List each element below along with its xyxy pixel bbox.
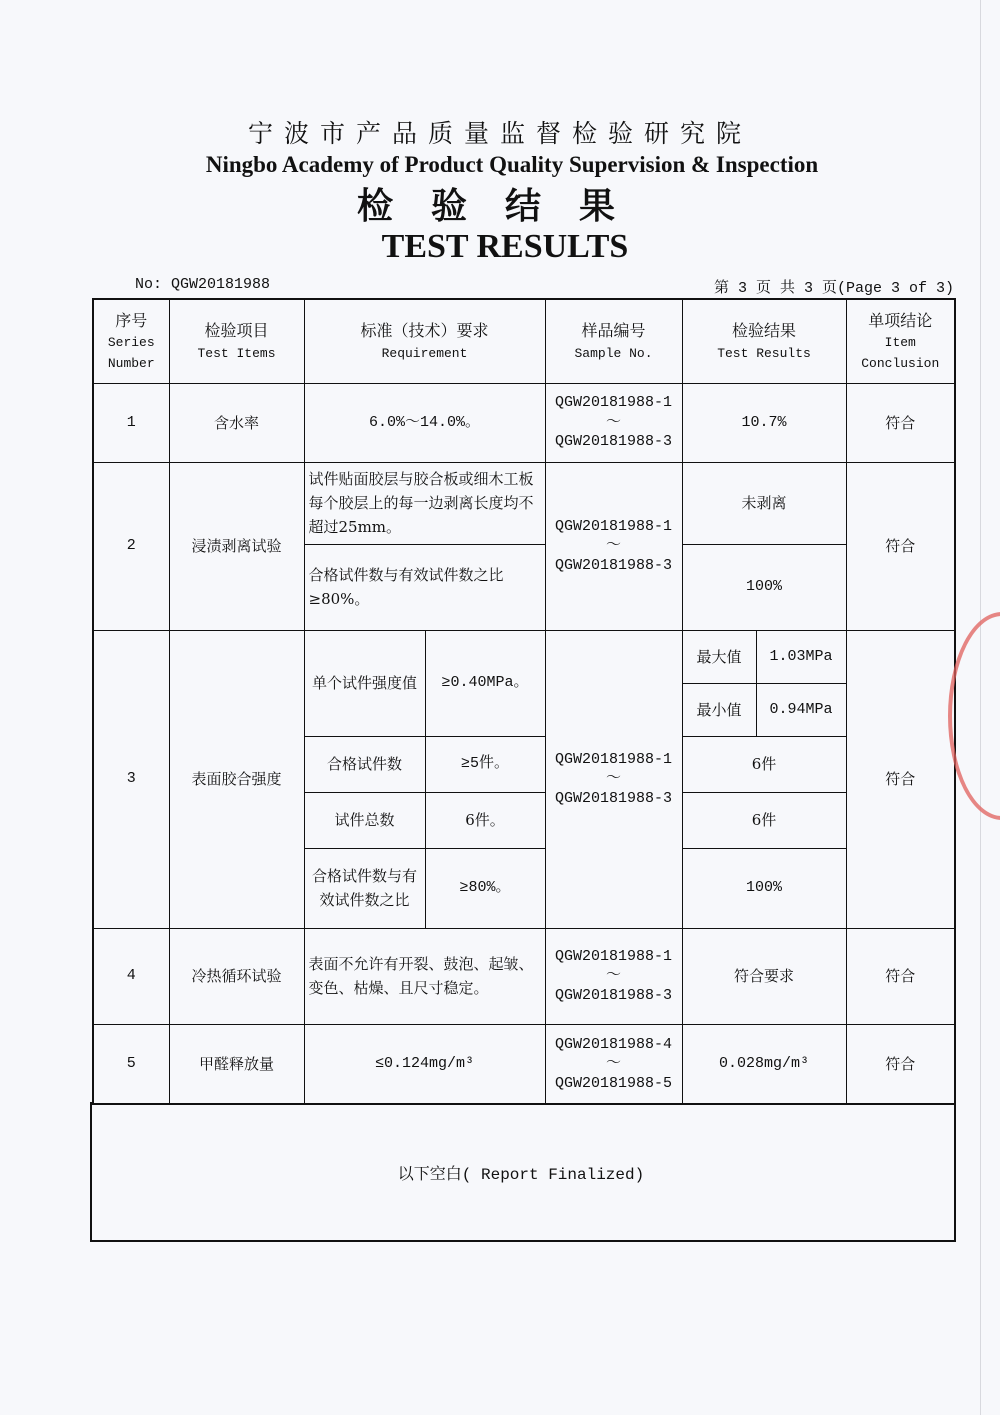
max-value-label: 最大值: [682, 630, 756, 683]
max-value: 1.03MPa: [756, 630, 846, 683]
test-result: 6件: [682, 736, 846, 792]
test-item: 含水率: [169, 383, 304, 462]
sub-requirement-value: ≥5件。: [425, 736, 545, 792]
org-name-chinese: 宁波市产品质量监督检验研究院: [247, 119, 752, 148]
test-result: 符合要求: [682, 928, 846, 1024]
table-row: [93, 462, 955, 544]
sample-range: QGW20181988-1 ～ QGW20181988-3: [545, 630, 682, 928]
sample-range: QGW20181988-1 ～ QGW20181988-3: [545, 928, 682, 1024]
report-finalized-note: 以下空白( Report Finalized): [397, 1166, 645, 1184]
col-sample-no: 样品编号 Sample No.: [545, 299, 682, 383]
sub-requirement-label: 合格试件数: [304, 736, 425, 792]
item-conclusion: 符合: [846, 383, 955, 462]
sample-range: QGW20181988-1 ～ QGW20181988-3: [545, 383, 682, 462]
test-item: 冷热循环试验: [169, 928, 304, 1024]
org-name-english: Ningbo Academy of Product Quality Supervision & Inspection: [205, 152, 819, 177]
sub-requirement-label: 合格试件数与有效试件数之比: [304, 848, 425, 928]
sample-range: QGW20181988-4 ～ QGW20181988-5: [545, 1024, 682, 1104]
test-result: 6件: [682, 792, 846, 848]
test-item: 表面胶合强度: [169, 630, 304, 928]
test-item: 甲醛释放量: [169, 1024, 304, 1104]
test-result: 100%: [682, 848, 846, 928]
table-row: [93, 928, 955, 1024]
table-row: [93, 630, 955, 683]
table-row: [93, 383, 955, 462]
results-table: [92, 298, 956, 1105]
col-series: 序号 Series Number: [93, 299, 169, 383]
row-number: 2: [93, 462, 169, 630]
min-value: 0.94MPa: [756, 683, 846, 736]
page-indicator: 第 3 页 共 3 页(Page 3 of 3): [713, 280, 954, 297]
item-conclusion: 符合: [846, 630, 955, 928]
requirement: 表面不允许有开裂、鼓泡、起皱、变色、枯燥、且尺寸稳定。: [304, 928, 545, 1024]
min-value-label: 最小值: [682, 683, 756, 736]
test-result: 0.028mg/m³: [682, 1024, 846, 1104]
title-chinese: 检验结果: [356, 185, 653, 227]
requirement: 合格试件数与有效试件数之比≥80%。: [304, 544, 545, 630]
test-result: 10.7%: [682, 383, 846, 462]
sample-range: QGW20181988-1 ～ QGW20181988-3: [545, 462, 682, 630]
item-conclusion: 符合: [846, 928, 955, 1024]
item-conclusion: 符合: [846, 462, 955, 630]
test-result: 100%: [682, 544, 846, 630]
sub-requirement-label: 单个试件强度值: [304, 630, 425, 736]
sub-requirement-label: 试件总数: [304, 792, 425, 848]
row-number: 4: [93, 928, 169, 1024]
sub-requirement-value: ≥80%。: [425, 848, 545, 928]
test-result: 未剥离: [682, 462, 846, 544]
col-requirement: 标准（技术）要求 Requirement: [304, 299, 545, 383]
requirement: 6.0%～14.0%。: [304, 383, 545, 462]
row-number: 1: [93, 383, 169, 462]
item-conclusion: 符合: [846, 1024, 955, 1104]
col-test-results: 检验结果 Test Results: [682, 299, 846, 383]
requirement: ≤0.124mg/m³: [304, 1024, 545, 1104]
title-english: TEST RESULTS: [381, 228, 629, 265]
report-number: No: QGW20181988: [135, 276, 271, 293]
row-number: 5: [93, 1024, 169, 1104]
col-conclusion: 单项结论 Item Conclusion: [846, 299, 955, 383]
test-item: 浸渍剥离试验: [169, 462, 304, 630]
col-test-items: 检验项目 Test Items: [169, 299, 304, 383]
sub-requirement-value: ≥0.40MPa。: [425, 630, 545, 736]
row-number: 3: [93, 630, 169, 928]
sub-requirement-value: 6件。: [425, 792, 545, 848]
requirement: 试件贴面胶层与胶合板或细木工板每个胶层上的每一边剥离长度均不超过25mm。: [304, 462, 545, 544]
table-row: [93, 1024, 955, 1104]
table-header-row: [93, 299, 955, 383]
